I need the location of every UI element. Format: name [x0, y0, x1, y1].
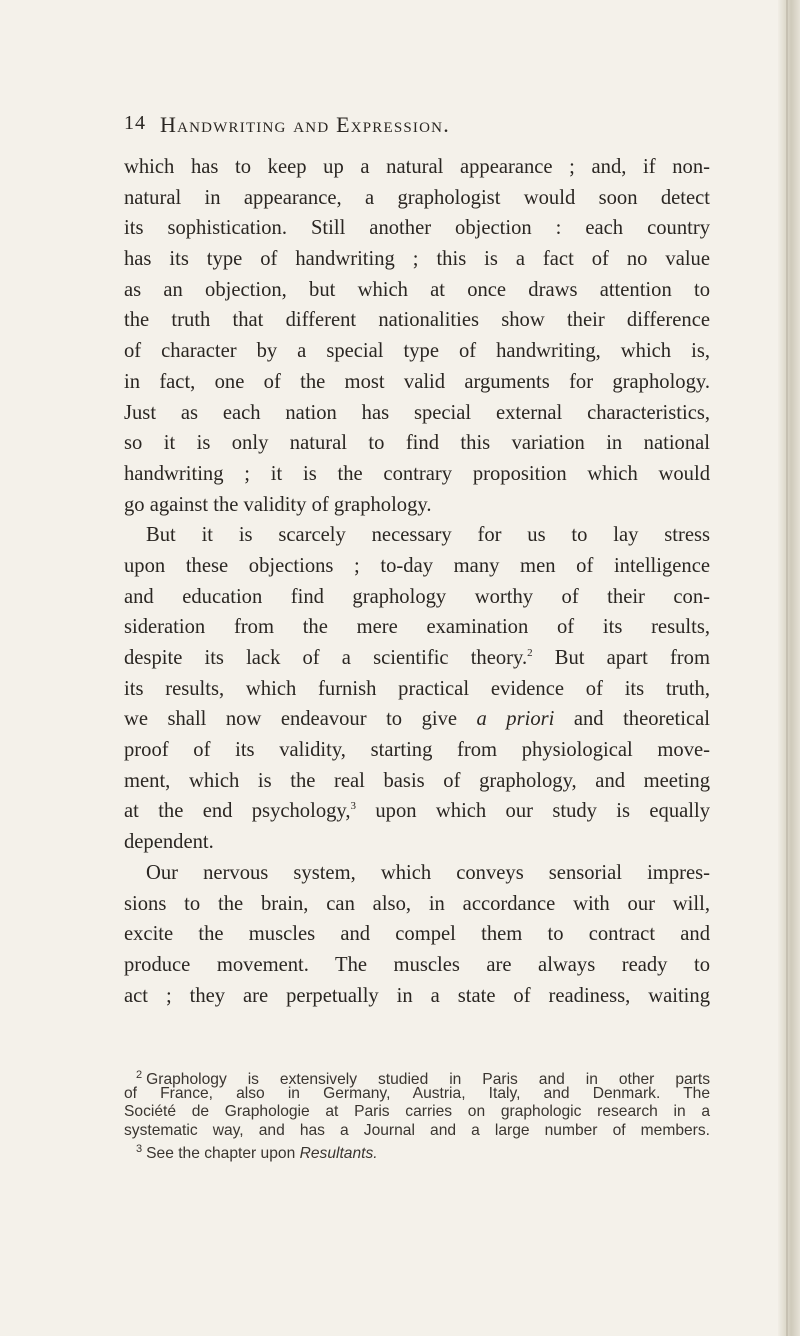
- text-segment: despite its lack of a scientific theory.: [124, 647, 528, 669]
- text-line: and education find graphology worthy of their con-: [124, 585, 710, 608]
- text-line: [124, 643, 710, 674]
- footnote-line: Société de Graphologie at Paris carries on graphologic research in a: [124, 1103, 710, 1120]
- text-line: [124, 796, 710, 827]
- body-text: [124, 152, 710, 1011]
- text-segment: we shall now endeavour to give: [124, 708, 458, 731]
- text-line: But it is scarcely necessary for us to lay stress: [146, 524, 710, 547]
- page-edge-shadow: [778, 0, 800, 1336]
- text-line: sions to the brain, can also, in accordance with our will,: [124, 892, 710, 915]
- text-segment: at the end psychology,: [124, 800, 351, 823]
- running-head: Handwriting and Expression.: [160, 112, 450, 137]
- footnote-number: 3: [136, 1143, 143, 1155]
- footnote-text: Graphology is extensively studied in Paris and in other parts: [146, 1071, 710, 1089]
- text-segment: upon which our study is equally: [375, 800, 710, 823]
- text-line: handwriting ; it is the contrary proposition which would: [124, 462, 710, 485]
- text-line: so it is only natural to find this variation in national: [124, 432, 710, 455]
- footnote-line: [124, 1066, 710, 1089]
- text-line: which has to keep up a natural appearance ; and, if non-: [124, 156, 710, 178]
- text-segment: and theoretical: [573, 708, 710, 731]
- text-line: Just as each nation has special external characteristics,: [124, 401, 710, 424]
- text-line: proof of its validity, starting from physiological move-: [124, 739, 710, 762]
- text-line: go against the validity of graphology.: [124, 493, 432, 516]
- text-line: upon these objections ; to-day many men of intelligence: [124, 554, 710, 577]
- text-line: act ; they are perpetually in a state of readiness, waiting: [124, 984, 710, 1007]
- text-line: Our nervous system, which conveys sensorial impres-: [146, 861, 710, 884]
- text-line: natural in appearance, a graphologist would soon detect: [124, 186, 710, 209]
- text-line: excite the muscles and compel them to contract and: [124, 923, 710, 946]
- text-line: the truth that different nationalities show their difference: [124, 309, 710, 332]
- footnote-text: See the chapter upon: [146, 1145, 296, 1163]
- footnote-line: systematic way, and has a Journal and a large number of members.: [124, 1121, 710, 1139]
- page-edge-line: [786, 0, 788, 1336]
- footnote-line: of France, also in Germany, Austria, Italy, and Denmark. The: [124, 1084, 710, 1102]
- footnote-italic: Resultants.: [299, 1145, 378, 1163]
- text-line: [124, 704, 710, 735]
- text-line: ment, which is the real basis of graphology, and meeting: [124, 769, 710, 792]
- text-line: in fact, one of the most valid arguments for graphology.: [124, 370, 710, 393]
- text-line: produce movement. The muscles are always ready to: [124, 953, 710, 976]
- footnote-ref: 3: [350, 800, 357, 813]
- text-line: of character by a special type of handwriting, which is,: [124, 340, 710, 363]
- text-line: its results, which furnish practical evidence of its truth,: [124, 677, 710, 700]
- text-line: has its type of handwriting ; this is a fact of no value: [124, 248, 710, 271]
- footnote-number: 2: [136, 1069, 143, 1081]
- text-line: its sophistication. Still another objection : each country: [124, 217, 710, 240]
- page-number: 14: [124, 112, 146, 134]
- page-header: [124, 112, 644, 142]
- text-line: sideration from the mere examination of its results,: [124, 616, 710, 639]
- text-line: dependent.: [124, 831, 214, 854]
- text-line: as an objection, but which at once draws attention to: [124, 278, 710, 301]
- text-segment: But apart from: [554, 647, 710, 669]
- footnotes: [124, 1066, 710, 1163]
- italic-phrase: a priori: [476, 708, 555, 731]
- footnote-ref: 2: [527, 647, 533, 660]
- footnote-line: [124, 1140, 710, 1163]
